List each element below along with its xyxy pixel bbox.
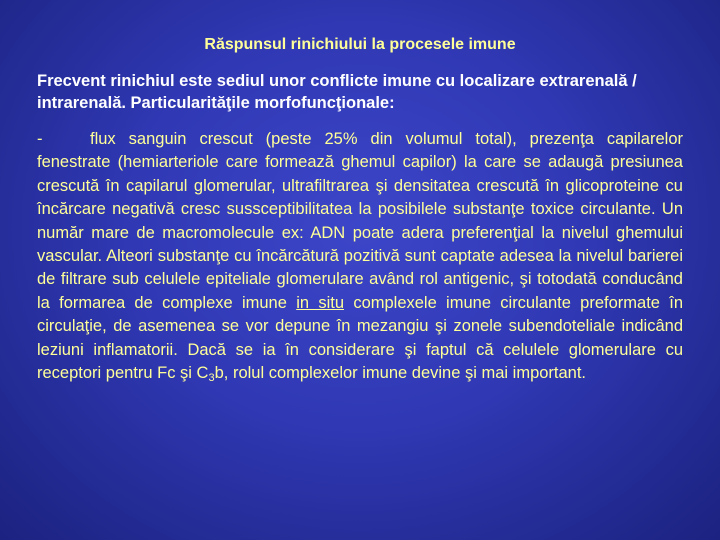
bullet-text-part2: complexele imune circulante preformate în circulaţie, de asemenea se vor depune în mezangiu şi zonele subendoteliale indicând leziuni inflamatorii. Dacă se ia în considerare şi faptul că celulele glomerulare cu receptori pentru Fc şi C xyxy=(37,293,684,383)
bullet-dash: - xyxy=(37,130,43,148)
subscript-3: 3 xyxy=(208,372,215,385)
intro-paragraph: Frecvent rinichiul este sediul unor conflicte imune cu localizare extrarenală / intrarenală. Particularităţile morfofuncţionale: xyxy=(37,72,637,112)
bullet-paragraph xyxy=(37,128,683,390)
slide-title: Răspunsul rinichiului la procesele imune xyxy=(204,36,516,53)
bullet-text-part3: b, rolul complexelor imune devine şi mai important. xyxy=(214,364,587,383)
bullet-text-part1: flux sanguin crescut (peste 25% din volumul total), prezenţa capilarelor fenestrate (hemiarteriole care formează ghemul capilor) la care se adaugă presiunea crescută în capilarul glomerular, ultrafiltrarea şi densitatea crescută în glicoproteine cu încărcare negativă cresc sussceptibilitatea la posibilele substanţe toxice circulante. Un număr mare de macromolecule ex: ADN poate adera preferenţial la nivelul ghemului vascular. Alteori substanţe cu încărcătură pozitivă sunt captate adesea la nivelul barierei de filtrare sub celulele epiteliale glomerulare având rol antigenic, şi totodată conducând la formarea de complexe imune xyxy=(37,130,683,312)
in-situ-term: in situ xyxy=(296,293,345,312)
